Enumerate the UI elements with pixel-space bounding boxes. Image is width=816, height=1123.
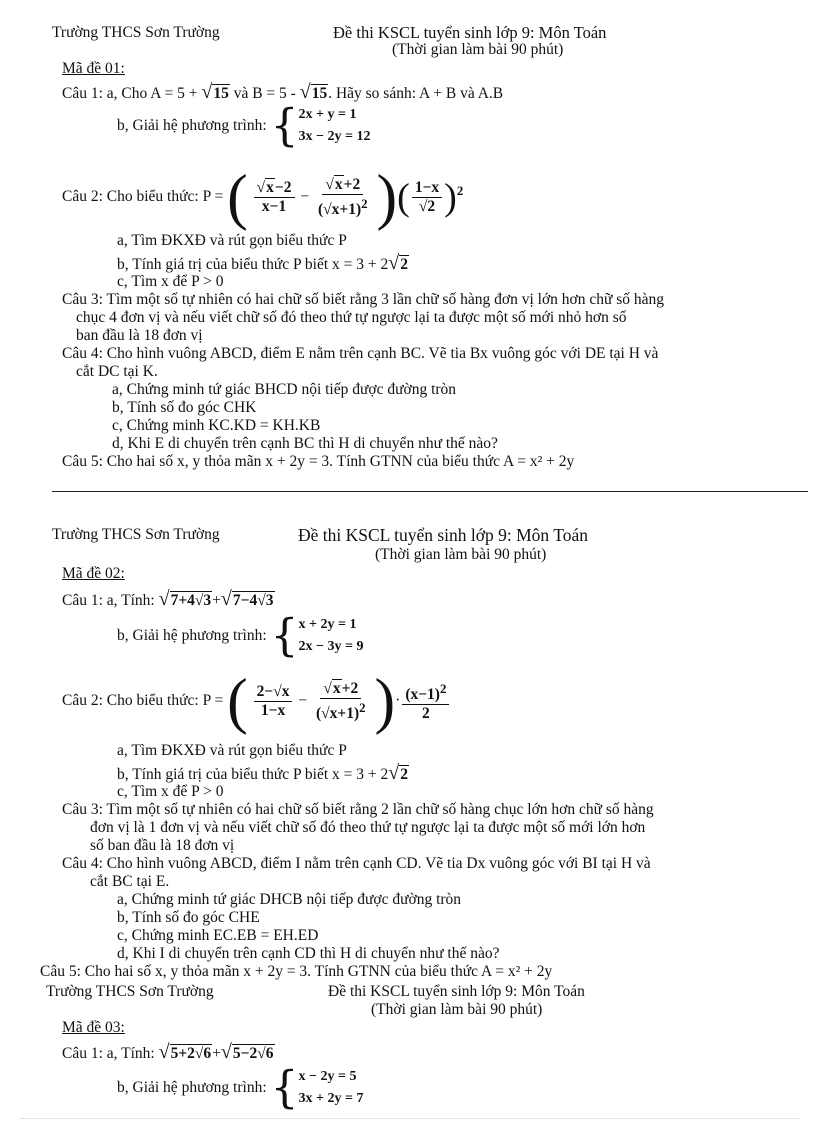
q4-line2-2: cắt BC tại E. (90, 873, 170, 890)
q1a-2: Câu 1: a, Tính: √7+4√3+√7−4√3 (62, 588, 274, 610)
q2b-2: b, Tính giá trị của biểu thức P biết x = 3 + 2√2 (117, 762, 408, 784)
exam-time-2: (Thời gian làm bài 90 phút) (375, 546, 547, 563)
q4a-1: a, Chứng minh tứ giác BHCD nội tiếp được đường tròn (112, 381, 457, 398)
school-name-3: Trường THCS Sơn Trường (46, 983, 214, 1000)
school-name-1: Trường THCS Sơn Trường (52, 24, 220, 41)
q1a-1: Câu 1: a, Cho A = 5 + √15 và B = 5 - √15. Hãy so sánh: A + B và A.B (62, 81, 504, 103)
q2-expression-1: Câu 2: Cho biểu thức: P = ( $\frac{√x-2}{x-1}$ − $\frac{√x+2}{(√x+1)^2}$ )( $\frac{1-x}{√2}$ )$^2$ (62, 163, 464, 232)
q2c-1: c, Tìm x để P > 0 (117, 273, 224, 290)
exam-code-2: Mã đề 02: (62, 565, 125, 582)
exam-code-1: Mã đề 01: (62, 60, 125, 77)
q3-line2-1: chục 4 đơn vị và nếu viết chữ số đó theo thứ tự ngược lại ta được một số mới nhỏ hơn số (76, 309, 627, 326)
section-divider (52, 491, 808, 492)
exam-code-3: Mã đề 03: (62, 1019, 125, 1036)
q4c-1: c, Chứng minh KC.KD = KH.KB (112, 417, 321, 434)
q4-line2-1: cắt DC tại K. (76, 363, 158, 380)
q3-line3-1: ban đầu là 18 đơn vị (76, 327, 203, 344)
q5-1: Câu 5: Cho hai số x, y thỏa mãn x + 2y = 3. Tính GTNN của biểu thức A = x² + 2y (62, 453, 575, 470)
q4d-1: d, Khi E di chuyển trên cạnh BC thì H di chuyển như thế nào? (112, 435, 498, 452)
q2b-1: b, Tính giá trị của biểu thức P biết x = 3 + 2√2 (117, 252, 408, 274)
q2a-1: a, Tìm ĐKXĐ và rút gọn biểu thức P (117, 232, 347, 249)
q1b-1: b, Giải hệ phương trình: { 2x + y = 1 3x − 2y = 12 (117, 100, 371, 152)
q3-line1-1: Câu 3: Tìm một số tự nhiên có hai chữ số biết rằng 3 lần chữ số hàng đơn vị lớn hơn chữ số hàng (62, 291, 665, 308)
q3-line1-2: Câu 3: Tìm một số tự nhiên có hai chữ số biết rằng 2 lần chữ số hàng chục lớn hơn chữ số hàng (62, 801, 654, 818)
q3-line3-2: số ban đầu là 18 đơn vị (90, 837, 235, 854)
q4-line1-1: Câu 4: Cho hình vuông ABCD, điểm E nằm trên cạnh BC. Vẽ tia Bx vuông góc với DE tại H và (62, 345, 659, 362)
q4d-2: d, Khi I di chuyển trên cạnh CD thì H di chuyển như thế nào? (117, 945, 500, 962)
q4a-2: a, Chứng minh tứ giác DHCB nội tiếp được đường tròn (117, 891, 462, 908)
q2c-2: c, Tìm x để P > 0 (117, 783, 224, 800)
exam-time-3: (Thời gian làm bài 90 phút) (371, 1001, 543, 1018)
q2-expression-2: Câu 2: Cho biểu thức: P = ( $\frac{2-√x}{1-x}$ − $\frac{√x+2}{(√x+1)^2}$ )· $\frac{(x-1)^2}{2}$ (62, 670, 451, 732)
q2a-2: a, Tìm ĐKXĐ và rút gọn biểu thức P (117, 742, 347, 759)
exam-title-3: Đề thi KSCL tuyển sinh lớp 9: Môn Toán (328, 983, 585, 1000)
exam-title-1: Đề thi KSCL tuyển sinh lớp 9: Môn Toán (333, 23, 607, 42)
page-bottom-rule (20, 1118, 800, 1119)
q1b-2: b, Giải hệ phương trình: { x + 2y = 1 2x − 3y = 9 (117, 610, 364, 662)
school-name-2: Trường THCS Sơn Trường (52, 526, 220, 543)
exam-title-2: Đề thi KSCL tuyển sinh lớp 9: Môn Toán (298, 525, 588, 545)
q4-line1-2: Câu 4: Cho hình vuông ABCD, điểm I nằm trên cạnh CD. Vẽ tia Dx vuông góc với BI tại H và (62, 855, 651, 872)
q4b-1: b, Tính số đo góc CHK (112, 399, 257, 416)
q4b-2: b, Tính số đo góc CHE (117, 909, 260, 926)
q3-line2-2: đơn vị là 1 đơn vị và nếu viết chữ số đó theo thứ tự ngược lại ta được một số mới lớn hơn (90, 819, 646, 836)
q4c-2: c, Chứng minh EC.EB = EH.ED (117, 927, 319, 944)
exam-time-1: (Thời gian làm bài 90 phút) (392, 41, 564, 58)
q1b-3: b, Giải hệ phương trình: { x − 2y = 5 3x + 2y = 7 (117, 1062, 364, 1114)
q5-2: Câu 5: Cho hai số x, y thỏa mãn x + 2y = 3. Tính GTNN của biểu thức A = x² + 2y (40, 963, 553, 980)
q1a-3: Câu 1: a, Tính: √5+2√6+√5−2√6 (62, 1041, 274, 1063)
